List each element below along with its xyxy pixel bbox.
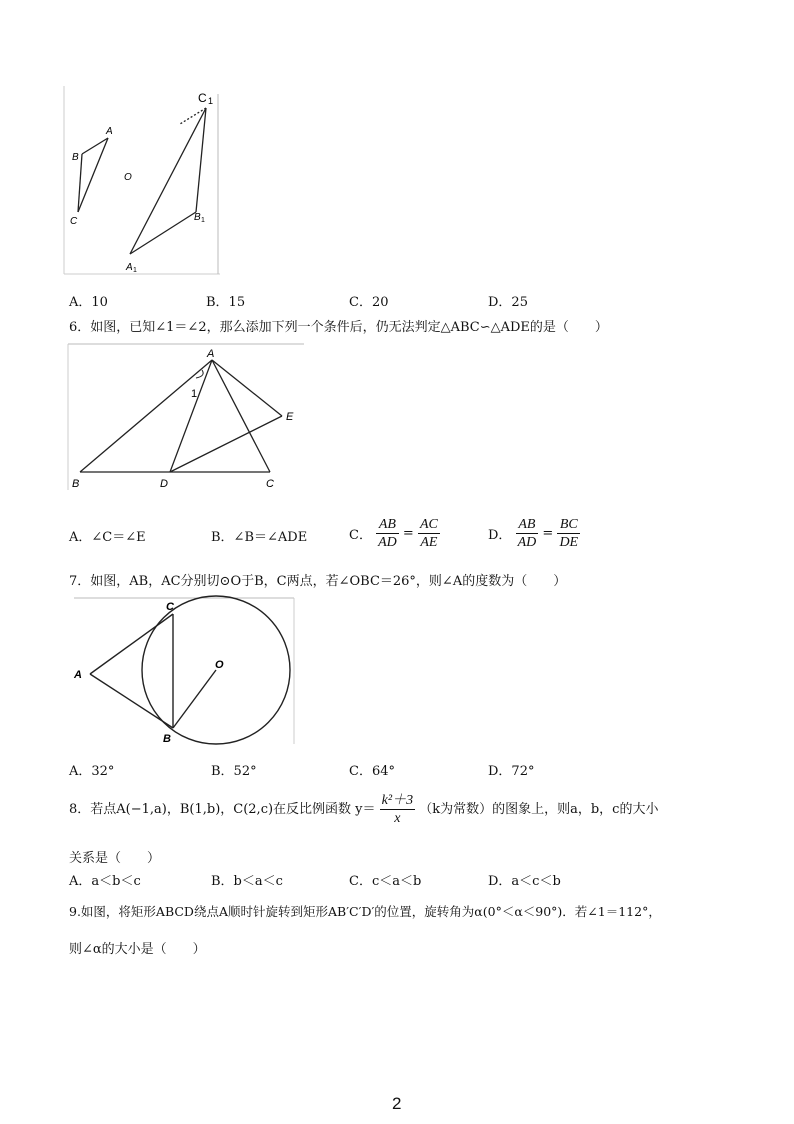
q5-label-O: O (124, 172, 132, 183)
q5-option-c[interactable]: C．20 (349, 295, 389, 310)
q6-option-c-equals: = (402, 526, 414, 541)
q5-label-C1: C (198, 91, 207, 105)
q6-d-num2: BC (557, 516, 580, 534)
q6-label-A: A (207, 348, 215, 360)
q5-label-A1-sub: 1 (133, 267, 137, 274)
q5-label-B: B (72, 152, 79, 163)
q5-label-B1: B (194, 212, 201, 223)
q5-figure (62, 84, 224, 280)
q7-option-c[interactable]: C．64° (349, 764, 395, 779)
q7-label-O: O (215, 659, 224, 671)
q5-small-triangle (78, 138, 108, 212)
q6-label-1: 1 (191, 388, 198, 400)
q8-stem-left: 8．若点A(−1,a)，B(1,b)，C(2,c)在反比例函数 y＝ (69, 802, 376, 817)
q6-d-num1: AB (516, 516, 539, 534)
q8-frac-den: x (394, 811, 401, 826)
q7-option-d[interactable]: D．72° (488, 764, 535, 779)
q8-frac-num: k²＋3 (381, 793, 414, 808)
q5-label-C1-sub: 1 (208, 96, 214, 106)
q5-label-B1-sub: 1 (201, 217, 205, 224)
q6-c-den1: AD (378, 535, 397, 550)
q8-option-a[interactable]: A．a＜b＜c (69, 874, 141, 889)
q9-stem-line2: 则∠α的大小是（ ） (69, 942, 206, 957)
q6-option-c-frac1 (376, 516, 399, 551)
q5-label-C: C (70, 216, 78, 227)
q5-option-d[interactable]: D．25 (488, 295, 528, 310)
q9-stem: 9.如图，将矩形ABCD绕点A顺时针旋转到矩形AB′C′D′的位置，旋转角为α(0°＜α＜90°)．若∠1＝112°， (69, 904, 661, 919)
q5-label-A: A (106, 126, 113, 137)
q8-option-d[interactable]: D．a＜c＜b (488, 874, 561, 889)
q8-option-c[interactable]: C．c＜a＜b (349, 874, 422, 889)
q7-option-b[interactable]: B．52° (211, 764, 257, 779)
q6-stem: 6．如图，已知∠1＝∠2，那么添加下列一个条件后，仍无法判定△ABC∽△ADE的是（ ） (69, 320, 608, 335)
q6-option-d-equals: = (542, 526, 554, 541)
q6-label-C: C (266, 478, 274, 490)
q6-d-den2: DE (559, 535, 579, 550)
q6-option-c-frac2 (418, 516, 440, 551)
q6-option-d-frac1 (516, 516, 539, 551)
page-number: 2 (392, 1094, 402, 1113)
q8-stem-right: （k为常数）的图象上，则a，b，c的大小 (419, 802, 659, 817)
q6-d-den1: AD (517, 535, 537, 550)
q8-stem-line2: 关系是（ ） (69, 851, 161, 866)
q8-stem (69, 792, 658, 827)
q5-option-a[interactable]: A．10 (69, 295, 108, 310)
q6-option-b[interactable]: B．∠B＝∠ADE (211, 530, 308, 545)
q7-figure (66, 594, 298, 748)
q6-option-d-frac2 (557, 516, 580, 551)
q6-option-a[interactable]: A．∠C＝∠E (69, 530, 146, 545)
q6-triangles (80, 360, 282, 472)
q6-c-num2: AC (419, 517, 438, 532)
q6-option-d-prefix: D． (488, 528, 512, 543)
q8-option-b[interactable]: B．b＜a＜c (211, 874, 283, 889)
q6-option-c-prefix: C． (349, 528, 372, 543)
q6-c-den2: AE (420, 535, 438, 550)
q6-option-c[interactable] (349, 516, 440, 551)
q5-option-b[interactable]: B．15 (206, 295, 246, 310)
q6-figure (66, 342, 308, 494)
q7-label-A: A (74, 669, 82, 681)
q6-label-B: B (72, 478, 80, 490)
q7-option-a[interactable]: A．32° (69, 764, 115, 779)
q7-label-B: B (163, 733, 171, 745)
q6-label-D: D (160, 478, 168, 490)
q5-large-triangle (130, 108, 206, 254)
q7-stem: 7．如图，AB，AC分别切⊙O于B，C两点，若∠OBC＝26°，则∠A的度数为（ ） (69, 574, 567, 589)
q7-circle-tangents (90, 596, 290, 744)
q6-label-E: E (286, 411, 294, 423)
q5-label-A1: A (126, 262, 133, 273)
q7-label-C: C (166, 601, 174, 613)
q8-fraction (380, 792, 415, 827)
q6-option-d[interactable] (488, 516, 580, 551)
q6-c-num1: AB (376, 516, 399, 534)
